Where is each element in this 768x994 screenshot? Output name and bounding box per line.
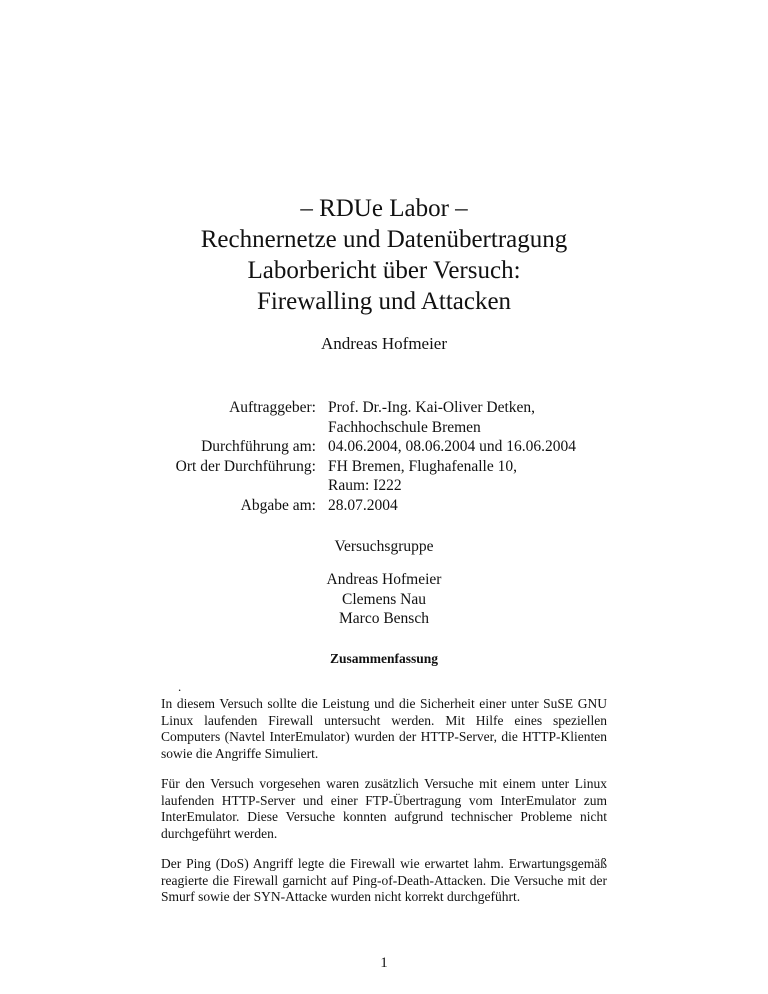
group-member: Marco Bensch (339, 610, 429, 627)
meta-values (328, 398, 748, 515)
abstract-body (161, 696, 607, 920)
meta-label-location: Ort der Durchführung: (175, 457, 316, 475)
meta-value-room: Raum: I222 (328, 477, 402, 494)
author-name: Andreas Hofmeier (320, 334, 448, 353)
meta-labels (56, 398, 316, 515)
meta-value-submission: 28.07.2004 (328, 496, 398, 514)
meta-label-empty (56, 476, 316, 496)
group-member: Clemens Nau (342, 590, 426, 608)
group-members (0, 570, 768, 629)
title-line-course: Rechnernetze und Datenübertragung (200, 226, 568, 253)
meta-label-submission: Abgabe am: (240, 496, 316, 514)
abstract-heading: Zusammenfassung (329, 651, 439, 666)
abstract-paragraph: Für den Versuch vorgesehen waren zusätzlich Versuche mit einem unter Linux laufenden HTTP-Server und einer FTP-Übertragung vom InterEmulator zum InterEmulator. Diese Versuche konnten aufgrund technischer Probleme nicht durchgeführt werden. (161, 776, 607, 841)
title-line-report: Laborbericht über Versuch: (247, 257, 521, 284)
meta-value-institution: Fachhochschule Bremen (328, 418, 481, 436)
meta-label-empty (56, 418, 316, 438)
group-member: Andreas Hofmeier (326, 571, 442, 588)
document-title (0, 193, 768, 317)
meta-value-location: FH Bremen, Flughafenalle 10, (328, 457, 517, 475)
meta-value-dates: 04.06.2004, 08.06.2004 und 16.06.2004 (328, 438, 576, 455)
meta-label-client: Auftraggeber: (229, 399, 316, 416)
title-line-lab: – RDUe Labor – (300, 195, 468, 222)
abstract-paragraph: Der Ping (DoS) Angriff legte die Firewall wie erwartet lahm. Erwartungsgemäß reagierte die Firewall garnicht auf Ping-of-Death-Attacken. Die Versuche mit der Smurf sowie der SYN-Attacke wurden nicht korrekt durchgeführt. (161, 856, 607, 904)
title-line-topic: Firewalling und Attacken (256, 288, 512, 315)
meta-label-date: Durchführung am: (201, 438, 316, 455)
abstract-paragraph: In diesem Versuch sollte die Leistung und die Sicherheit einer unter SuSE GNU Linux laufenden Firewall untersucht werden. Mit Hilfe eines speziellen Computers (Navtel InterEmulator) wurden der HTTP-Server, die HTTP-Klienten sowie die Angriffe Simuliert. (161, 696, 607, 761)
page-number: 1 (380, 955, 388, 971)
abstract-dot: . (178, 679, 182, 694)
meta-value-client: Prof. Dr.-Ing. Kai-Oliver Detken, (328, 399, 536, 416)
group-heading: Versuchsgruppe (334, 538, 434, 555)
